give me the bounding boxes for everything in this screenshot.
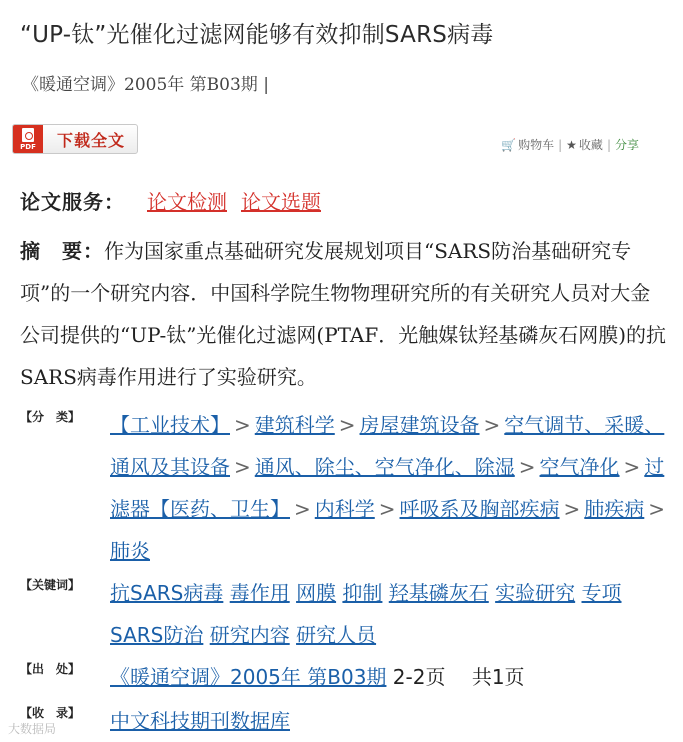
category-link[interactable]: 内科学 (314, 497, 375, 521)
category-link[interactable]: 呼吸系及胸部疾病 (399, 497, 560, 521)
category-link[interactable]: 肺疾病 (584, 497, 645, 521)
abstract-label: 摘 要： (20, 239, 104, 263)
collection-info (110, 700, 675, 742)
keyword-link[interactable]: SARS防治 (110, 623, 204, 647)
category-link[interactable]: 通风、除尘、空气净化、除湿 (254, 455, 515, 479)
keyword-link[interactable]: 专项 (581, 581, 622, 605)
services-label: 论文服务： (20, 190, 125, 214)
abstract (20, 230, 670, 398)
star-icon: ★ (566, 137, 577, 152)
keywords-list (110, 572, 675, 656)
origin-info (110, 656, 675, 698)
paper-services (20, 186, 335, 215)
cart-icon: 🛒 (501, 137, 517, 152)
collection-database-link[interactable]: 中文科技期刊数据库 (110, 709, 290, 733)
origin-journal-link[interactable]: 《暖通空调》2005年 第B03期 (110, 665, 387, 689)
keywords-label: 【关键词】 (20, 578, 81, 592)
share-bar: 🛒 购物车 | ★ 收藏 | 分享 (501, 137, 639, 152)
share-link[interactable]: 分享 (614, 138, 639, 152)
keyword-link[interactable]: 抑制 (342, 581, 383, 605)
pdf-icon: PDF (13, 125, 43, 153)
topic-selection-link[interactable]: 论文选题 (241, 190, 321, 214)
origin-row (20, 656, 675, 698)
watermark: 大数据局 (8, 722, 57, 736)
classification-label: 【分 类】 (20, 410, 81, 424)
article-title: “UP-钛”光催化过滤网能够有效抑制SARS病毒 (20, 22, 494, 48)
category-link[interactable]: 肺炎 (110, 539, 150, 563)
plagiarism-check-link[interactable]: 论文检测 (147, 190, 227, 214)
keyword-link[interactable]: 羟基磷灰石 (388, 581, 489, 605)
keyword-link[interactable]: 毒作用 (229, 581, 290, 605)
download-label: 下载全文 (57, 130, 126, 150)
keyword-link[interactable]: 研究内容 (209, 623, 290, 647)
origin-label: 【出 处】 (20, 662, 81, 676)
keyword-link[interactable]: 实验研究 (495, 581, 576, 605)
keyword-link[interactable]: 抗SARS病毒 (110, 581, 224, 605)
cart-link[interactable]: 购物车 (518, 138, 555, 152)
origin-pages: 2-2页 (392, 665, 446, 689)
category-link[interactable]: 过滤器【医药、卫生】 (110, 455, 665, 521)
origin-total-pages: 共1页 (471, 665, 525, 689)
collection-label: 【收 录】 (20, 706, 81, 720)
favorite-link[interactable]: 收藏 (578, 138, 603, 152)
category-link[interactable]: 空气净化 (539, 455, 620, 479)
category-link[interactable]: 建筑科学 (254, 413, 335, 437)
classification-path: 【工业技术】 > 建筑科学 > 房屋建筑设备 > 空气调节、采暖、通风及其设备 > 通风、除尘、空气净化、除湿 > 空气净化 > 过滤器【医药、卫生】 > 内科学 > 呼吸系及胸部疾病 > 肺疾病 >肺炎 (110, 413, 666, 563)
download-full-text-button[interactable] (12, 124, 138, 154)
source-line: 《暖通空调》2005年 第B03期 | (22, 75, 269, 95)
category-link[interactable]: 空气调节、采暖、通风及其设备 (110, 413, 665, 479)
keywords-row (20, 572, 675, 656)
collection-row (20, 700, 675, 742)
category-link[interactable]: 【工业技术】 (110, 413, 230, 437)
keyword-link[interactable]: 研究人员 (296, 623, 377, 647)
category-link[interactable]: 房屋建筑设备 (359, 413, 480, 437)
classification-row (20, 404, 675, 572)
abstract-text: 作为国家重点基础研究发展规划项目“SARS防治基础研究专项”的一个研究内容．中国科学院生物物理研究所的有关研究人员对大金公司提供的“UP-钛”光催化过滤网(PTAF．光触媒钛羟基磷灰石网膜)的抗SARS病毒作用进行了实验研究。 (20, 239, 667, 389)
keyword-link[interactable]: 网膜 (296, 581, 337, 605)
